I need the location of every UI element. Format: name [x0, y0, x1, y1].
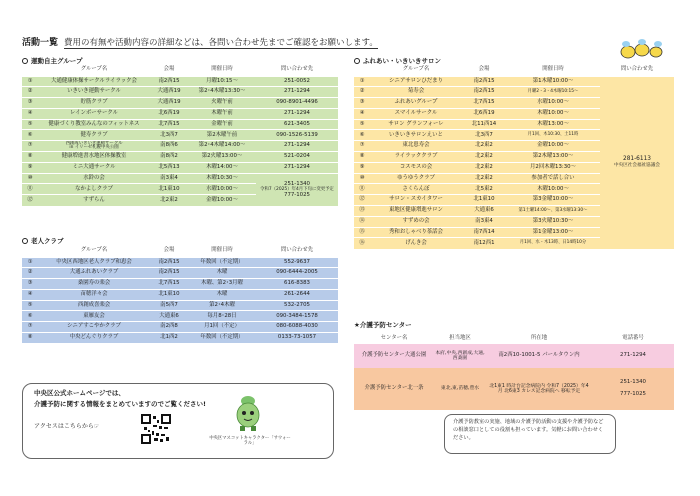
- table-row: ④ レインボーサークル 北6西19 木曜午前 271-1294: [22, 108, 338, 119]
- kaigo-row: 介護予防センター北一条 東北,東,苗穂,豊水 北1東1 時計台記念病院内 令和7（2025）年4月 北6東3 カレス記念病院へ 移転予定 251-1340 777-1025: [354, 368, 674, 410]
- table-row: ① 中央区西地区老人クラブ和恵会 南2西15 年数回（不定期） 552-9637: [22, 257, 338, 268]
- fureai-table: グループ名 会場 開催日時 問い合わせ先 ① シニアサロンひだまり 南2西15 第1木曜10:00～ 281-6113 中央区社会福祉協議会 ② 菊寿会 南2西15 月曜2・3・4木曜10:15～ ③ ふれあいグループ 北7西15 水曜10:00～ ④ スマイルサークル 北6西19 木曜10:00～ ⑤ サロン グランフォーレ 北11西14 木曜13:00～ ⑥ いきいきサロンえいと 北3西7 月1回、木10:30、土11時 ⑦ 東北患寿会 北2東2 金曜10:00～ ⑧ ライラッククラブ 北2東2 第2木曜13:00～ ⑨ コスモスの会 北2東2 月2回木曜13:30～ ⑩ ゆうゆうクラブ 北2東2 参加者で話し合い ⑪ さくらんぼ 北5東2 木曜10:00～ ⑫ サロン・スカイタワー 北1東10 第3金曜10:00～ ⑬ 東地区健康増進サロン 大通東6 第1土曜14:00～、第3水曜13:30～ ⑭ すずめの会 南3東4 第3火曜10:30～ ⑮ 秀和おしゃべり茶話会 南7西14 第1金曜13:00～ ⑯ げんき会 南12西1 月1回、水・木13時、日14時10分: [354, 65, 674, 249]
- bee-mascots-icon: [618, 38, 664, 60]
- roujin-table: グループ名 会場 開催日時 問い合わせ先 ① 中央区西地区老人クラブ和恵会 南2西15 年数回（不定期） 552-9637 ② 大通ふれあいクラブ 南2西15 木曜 090-6444-2005 ③ 桑園寿の楽会 北7西15 木曜、第2･3月曜 616-8383 ④ 苗穂洋々会 北1東10 木曜 261-2644 ⑤ 西創成喜楽会 南5西7 第2･4木曜 532-2705 ⑥ 東雁友会 大通東6 毎月8･28日 090-3484-1578 ⑦ シニアすこやかクラブ 南2西8 月1回（不定） 080-6088-4030 ⑧ 中央どんぐりクラブ 北1西2 年数回（不定期） 0133-73-1057: [22, 246, 338, 343]
- table-row: ⑥ 東雁友会 大通東6 毎月8･28日 090-3484-1578: [22, 311, 338, 322]
- table-row: ② 大通ふれあいクラブ 南2西15 木曜 090-6444-2005: [22, 268, 338, 279]
- table-row: ⑧ 健康増進書水地区体操教室 南8西2 第2火曜13:00～ 521-0204: [22, 152, 338, 163]
- page-title: 活動一覧 費用の有無や活動内容の詳細などは、各問い合わせ先までご確認をお願いします。: [22, 38, 378, 48]
- kaigo-note: 介護予防教室の実施、地域の介護予防活動の支援や介護予防などの相談窓口としての役割も担っています。気軽にお問い合わせください。: [444, 414, 616, 454]
- table-row: ⑩ ゆうゆうクラブ 北2東2 参加者で話し合い: [354, 173, 674, 184]
- kaigo-row: 介護予防センター大通公園 本府,中央,西創成,大通,西桑園 南2西10-1001-5 パールタウン内 271-1294: [354, 344, 674, 368]
- table-row: ① 大通健康体操サークルライラック会 南2西15 月曜10:15～ 251-0052: [22, 76, 338, 87]
- kaigo-table: センター名 担当地区 所在地 電話番号 介護予防センター大通公園 本府,中央,西創成,大通,西桑園 南2西10-1001-5 パールタウン内 271-1294 介護予防センター北一条 東北,東,苗穂,豊水 北1東1 時計台記念病院内 令和7（2025）年4月 北6東3 カレス記念病院へ 移転予定 251-1340 777-1025: [354, 333, 674, 410]
- table-row: ⑯ げんき会 南12西1 月1回、水・木13時、日14時10分: [354, 238, 674, 249]
- table-row: ⑧ ライラッククラブ 北2東2 第2木曜13:00～: [354, 152, 674, 163]
- table-row: ⑬ 東地区健康増進サロン 大通東6 第1土曜14:00～、第3水曜13:30～: [354, 206, 674, 217]
- fureai-heading: ふれあい・いきいきサロン: [354, 56, 441, 65]
- table-row: ③ ふれあいグループ 北7西15 水曜10:00～: [354, 98, 674, 109]
- table-row: ⑦ 東北患寿会 北2東2 金曜10:00～: [354, 141, 674, 152]
- table-row: ⑭ すずめの会 南3東4 第3火曜10:30～: [354, 216, 674, 227]
- table-row: ⑦ 西創成いきいき運動サークル in イリーゼ札幌中央公園 南8西6 第2･4木曜14:00～ 271-1294: [22, 141, 338, 152]
- mascot-caption: 中央区マスコットキャラクター「サウォーラル」: [209, 436, 291, 447]
- kaigo-heading: ★介護予防センター: [354, 321, 412, 329]
- homepage-body: 介護予防に関する情報をまとめていますのでご覧ください!: [34, 400, 206, 408]
- table-row: ④ スマイルサークル 北6西19 木曜10:00～: [354, 108, 674, 119]
- qr-code-icon[interactable]: [141, 414, 171, 444]
- mascot-icon: [230, 393, 266, 433]
- table-row: ① シニアサロンひだまり 南2西15 第1木曜10:00～ 281-6113 中央区社会福祉協議会: [354, 76, 674, 87]
- table-row: ⑪ さくらんぼ 北5東2 木曜10:00～: [354, 184, 674, 195]
- table-row: ⑧ 中央どんぐりクラブ 北1西2 年数回（不定期） 0133-73-1057: [22, 333, 338, 344]
- table-row: ③ 桑園寿の楽会 北7西15 木曜、第2･3月曜 616-8383: [22, 279, 338, 290]
- homepage-title: 中央区公式ホームページでは、: [34, 389, 125, 397]
- table-row: ⑫ サロン・スカイタワー 北1東10 第3金曜10:00～: [354, 195, 674, 206]
- table-row: ② いきいき運動サークル 大通西19 第2･4木曜13:30～ 271-1294: [22, 87, 338, 98]
- table-row: ⑮ 秀和おしゃべり茶話会 南7西14 第1金曜13:00～: [354, 227, 674, 238]
- table-row: ⑩ 水鈴の会 南3東4 木曜10:30～ 251-1340 令和7（2025）年4月下旬に変更予定 777-1025: [22, 173, 338, 184]
- undou-heading: 運動自主グループ: [22, 56, 82, 65]
- undou-table: グループ名 会場 開催日時 問い合わせ先 ① 大通健康体操サークルライラック会 南2西15 月曜10:15～ 251-0052 ② いきいき運動サークル 大通西19 第2･4木曜13:30～ 271-1294 ③ 貯筋クラブ 大通西19 火曜午前 090-8901-4496 ④ レインボーサークル 北6西19 木曜午前 271-1294 ⑤ 健康づくり教室みんなのフィットネス 北7西15 金曜午前 621-3405 ⑥ 健寿クラブ 北3西7 第2木曜午前 090-1526-5139 ⑦ 西創成いきいき運動サークル in イリーゼ札幌中央公園 南8西6 第2･4木曜14:00～ 271-1294 ⑧ 健康増進書水地区体操教室 南8西2 第2火曜13:00～ 521-0204 ⑨ ミニ大通サークル 北5西13 木曜14:00～ 271-1294 ⑩ 水鈴の会 南3東4 木曜10:30～ 251-1340 令和7（2025）年4月下旬に変更予定 777-1025 ⑪ なかよしクラブ 北1東10 水曜10:00～ ⑫ すずらん 北2東2 金曜10:00～: [22, 65, 338, 206]
- table-row: ⑥ いきいきサロンえいと 北3西7 月1回、木10:30、土11時: [354, 130, 674, 141]
- table-row: ⑨ コスモスの会 北2東2 月2回木曜13:30～: [354, 162, 674, 173]
- table-row: ⑫ すずらん 北2東2 金曜10:00～: [22, 195, 338, 206]
- table-row: ④ 苗穂洋々会 北1東10 木曜 261-2644: [22, 289, 338, 300]
- table-row: ⑤ 健康づくり教室みんなのフィットネス 北7西15 金曜午前 621-3405: [22, 119, 338, 130]
- table-row: ⑤ サロン グランフォーレ 北11西14 木曜13:00～: [354, 119, 674, 130]
- table-row: ⑤ 西創成喜楽会 南5西7 第2･4木曜 532-2705: [22, 300, 338, 311]
- homepage-access-link[interactable]: アクセスはこちらから☞: [34, 423, 100, 430]
- table-row: ③ 貯筋クラブ 大通西19 火曜午前 090-8901-4496: [22, 98, 338, 109]
- table-row: ⑥ 健寿クラブ 北3西7 第2木曜午前 090-1526-5139: [22, 130, 338, 141]
- table-row: ⑦ シニアすこやかクラブ 南2西8 月1回（不定） 080-6088-4030: [22, 322, 338, 333]
- table-row: ⑪ なかよしクラブ 北1東10 水曜10:00～: [22, 184, 338, 195]
- header-note: 費用の有無や活動内容の詳細などは、各問い合わせ先までご確認をお願いします。: [64, 38, 378, 48]
- table-row: ② 菊寿会 南2西15 月曜2・3・4木曜10:15～: [354, 87, 674, 98]
- roujin-heading: 老人クラブ: [22, 236, 64, 245]
- table-row: ⑨ ミニ大通サークル 北5西13 木曜14:00～ 271-1294: [22, 162, 338, 173]
